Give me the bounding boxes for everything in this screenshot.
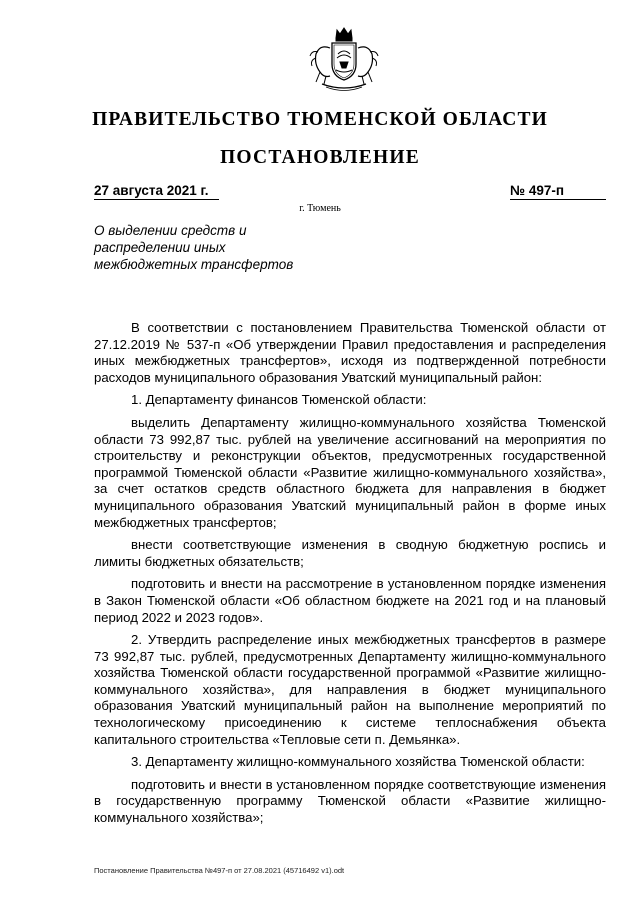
organization-title: ПРАВИТЕЛЬСТВО ТЮМЕНСКОЙ ОБЛАСТИ xyxy=(92,109,548,130)
body-paragraph: подготовить и внести в установленном порядке соответствующие изменения в государственную программу Тюменской области «Развитие жилищно-коммунального хозяйства»; xyxy=(94,776,606,826)
body-paragraph: 1. Департаменту финансов Тюменской области: xyxy=(131,392,427,408)
document-body xyxy=(94,320,606,827)
number-value: 497-п xyxy=(528,183,565,198)
body-paragraph: внести соответствующие изменения в сводную бюджетную роспись и лимиты бюджетных обязательств; xyxy=(94,537,606,569)
document-type-title: ПОСТАНОВЛЕНИЕ xyxy=(220,147,420,168)
subject-line: распределении иных xyxy=(94,240,226,255)
body-paragraph: подготовить и внести на рассмотрение в установленном порядке изменения в Закон Тюменской области «Об областном бюджете на 2021 год и на плановый период 2022 и 2023 годов». xyxy=(94,576,606,625)
subject-line: О выделении средств и xyxy=(94,223,247,238)
tyumen-coat-of-arms-icon xyxy=(300,24,388,94)
body-paragraph: В соответствии с постановлением Правительства Тюменской области от 27.12.2019 № 537-п «Об утверждении Правил предоставления и распределения иных межбюджетных трансфертов», исходя из подтвержденной потребности расходов муниципального образования Уватский муниципальный район: xyxy=(94,320,606,385)
number-label: № xyxy=(510,183,526,198)
body-paragraph: выделить Департаменту жилищно-коммунального хозяйства Тюменской области 73 992,87 тыс. рублей на увеличение ассигнований на мероприятия по строительству и реконструкции объектов, предусмотренных государственной программой Тюменской области «Развитие жилищно-коммунального хозяйства», за счет остатков средств областного бюджета для направления в бюджет муниципального образования Уватский муниципальный район в форме иных межбюджетных трансфертов; xyxy=(94,414,606,530)
subject-line: межбюджетных трансфертов xyxy=(94,257,294,272)
document-city: г. Тюмень xyxy=(299,203,341,214)
document-number xyxy=(510,183,606,200)
document-date: 27 августа 2021 г. xyxy=(94,183,219,200)
page-footer: Постановление Правительства №497-п от 27.08.2021 (45716492 v1).odt xyxy=(94,866,345,875)
body-paragraph: 3. Департаменту жилищно-коммунального хозяйства Тюменской области: xyxy=(131,754,585,770)
body-paragraph: 2. Утвердить распределение иных межбюджетных трансфертов в размере 73 992,87 тыс. рублей, предусмотренных Департаменту жилищно-коммунального хозяйства Тюменской области государственной программой «Развитие жилищно-коммунального хозяйства», для направления в бюджет муниципального образования Уватский муниципальный район на выполнение мероприятий по технологическому присоединению к системе теплоснабжения объекта капитального строительства «Тепловые сети п. Демьянка». xyxy=(94,632,606,747)
document-subject xyxy=(94,222,354,273)
